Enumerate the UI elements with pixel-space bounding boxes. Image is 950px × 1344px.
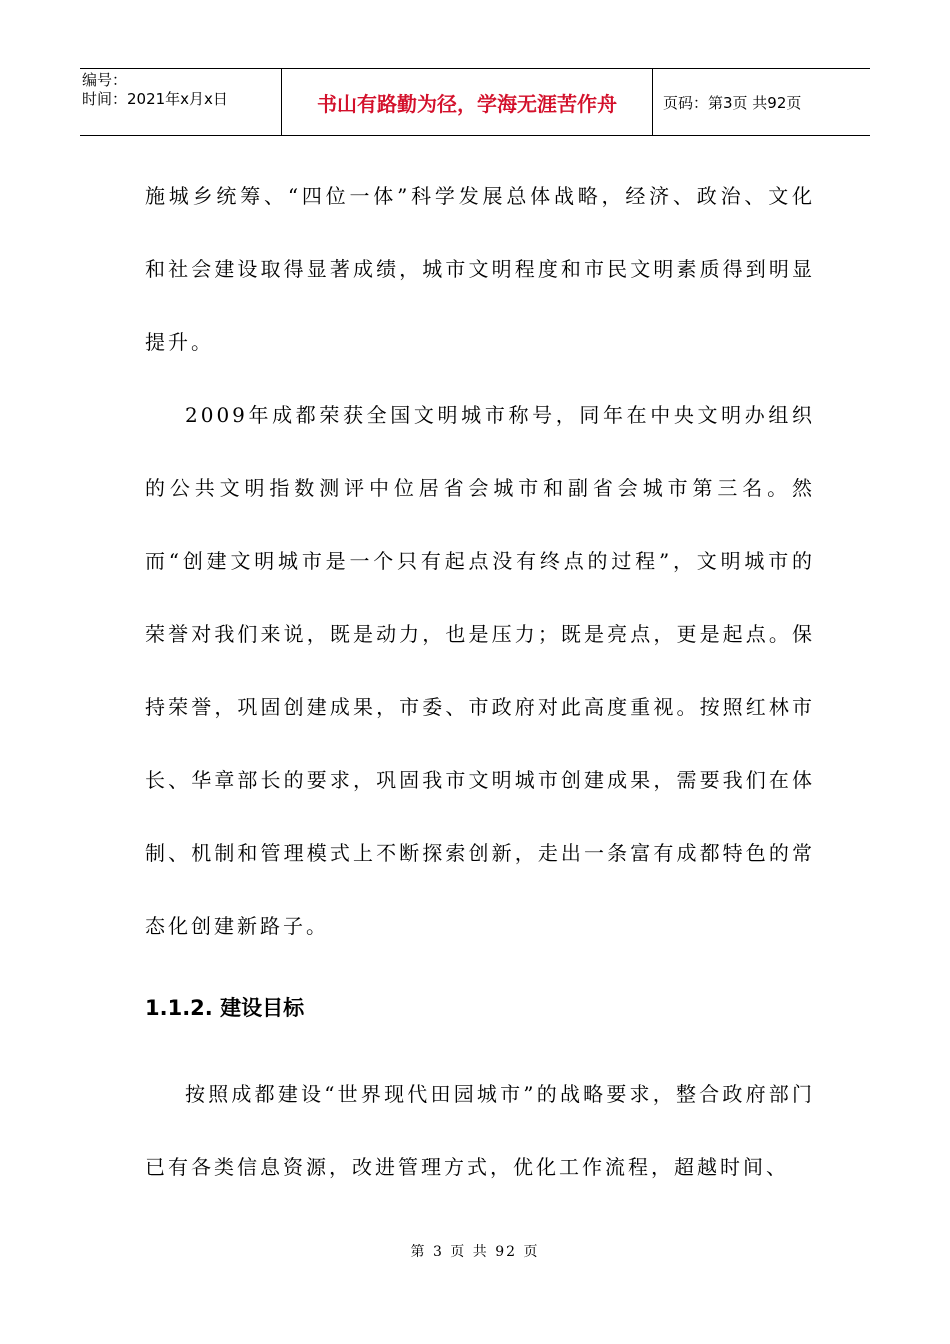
document-number: 编号：: [82, 71, 128, 89]
document-date: 时间：2021年x月x日: [82, 90, 228, 108]
header-motto: 书山有路勤为径，学海无涯苦作舟: [282, 69, 653, 135]
header-meta: [80, 69, 282, 135]
header-page-info: 页码：第3页 共92页: [663, 93, 802, 112]
page-header: [80, 68, 870, 136]
body-paragraph: 2009年成都荣获全国文明城市称号，同年在中央文明办组织的公共文明指数测评中位居省会城市和副省会城市第三名。然而“创建文明城市是一个只有起点没有终点的过程”，文明城市的荣誉对我们来说，既是动力，也是压力；既是亮点，更是起点。保持荣誉，巩固创建成果，市委、市政府对此高度重视。按照红林市长、华章部长的要求，巩固我市文明城市创建成果，需要我们在体制、机制和管理模式上不断探索创新，走出一条富有成都特色的常态化创建新路子。: [145, 403, 815, 938]
body-paragraph: 施城乡统筹、“四位一体”科学发展总体战略，经济、政治、文化和社会建设取得显著成绩，城市文明程度和市民文明素质得到明显提升。: [145, 184, 815, 354]
document-body: [145, 160, 815, 1204]
page-footer: 第 3 页 共 92 页: [410, 1244, 540, 1260]
section-heading: 1.1.2. 建设目标: [145, 996, 305, 1020]
section-paragraph: 按照成都建设“世界现代田园城市”的战略要求，整合政府部门已有各类信息资源，改进管理方式，优化工作流程，超越时间、: [145, 1082, 815, 1179]
